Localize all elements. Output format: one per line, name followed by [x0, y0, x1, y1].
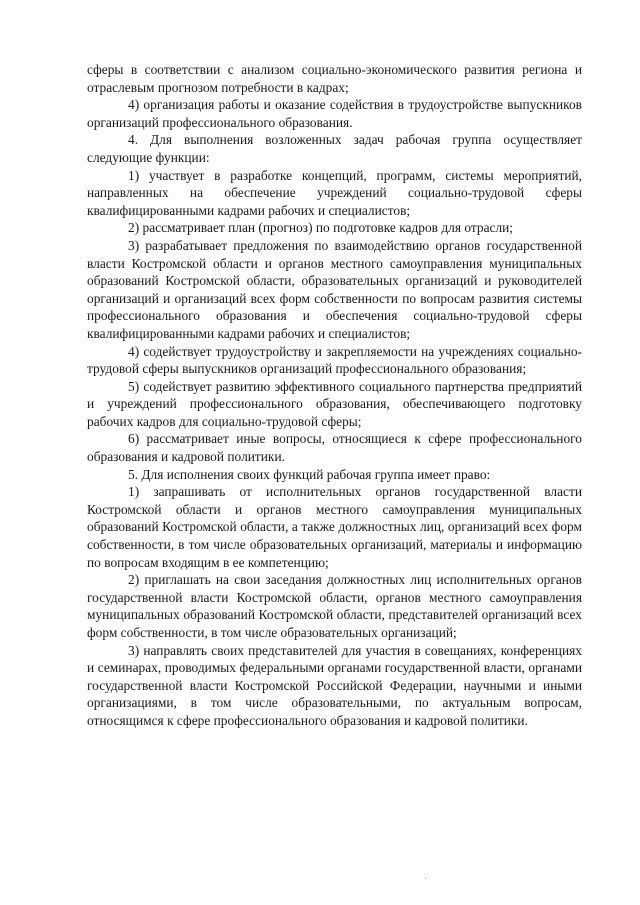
paragraph: 3) разрабатывает предложения по взаимодействию органов государственной власти Костромской области и органов местного самоуправления муниципальных образований Костромской области, образовательных организаций и руководителей организаций и организаций всех форм собственности по вопросам развития системы профессионального образования и обеспечения социально-трудовой сферы квалифицированными кадрами рабочих и специалистов;: [87, 237, 582, 341]
paragraph: 5) содействует развитию эффективного социального партнерства предприятий и учреждений профессионального образования, обеспечивающего подготовку рабочих кадров для социально-трудовой сферы;: [87, 378, 582, 429]
paragraph: 4) организация работы и оказание содействия в трудоустройстве выпускников организаций профессионального образования.: [87, 97, 582, 130]
document-body: [87, 61, 582, 730]
paragraph: 2) приглашать на свои заседания должностных лиц исполнительных органов государственной власти Костромской области, органов местного самоуправления муниципальных образований Костромской области, представителей организаций всех форм собственности, в том числе образовательных организаций;: [87, 572, 582, 640]
paragraph: 5. Для исполнения своих функций рабочая группа имеет право:: [128, 466, 491, 482]
paragraph: 1) запрашивать от исполнительных органов государственной власти Костромской области и органов местного самоуправления муниципальных образований Костромской области, а также должностных лиц, организаций всех форм собственности, в том числе образовательных организаций, материалы и информацию по вопросам входящим в ее компетенцию;: [87, 484, 582, 570]
paragraph: сферы в соответствии с анализом социально-экономического развития региона и отраслевым прогнозом потребности в кадрах;: [87, 62, 582, 95]
paragraph: 2) рассматривает план (прогноз) по подготовке кадров для отрасли;: [128, 220, 514, 236]
scan-speck: [425, 878, 426, 879]
paragraph: 4) содействует трудоустройству и закрепляемости на учреждениях социально-трудовой сферы выпускников организаций профессионального образования;: [87, 343, 582, 377]
paragraph: 3) направлять своих представителей для участия в совещаниях, конференциях и семинарах, проводимых федеральными органами государственной власти, органами государственной власти Костромской Российской Федерации, научными и иными организациями, в том числе образовательными, по актуальным вопросам, относящимся к сфере профессионального образования и кадровой политики.: [87, 642, 582, 728]
paragraph: 1) участвует в разработке концепций, программ, системы мероприятий, направленных на обеспечение учреждений социально-трудовой сферы квалифицированными кадрами рабочих и специалистов;: [87, 167, 582, 218]
paragraph: 4. Для выполнения возложенных задач рабочая группа осуществляет следующие функции:: [87, 132, 582, 165]
paragraph: 6) рассматривает иные вопросы, относящиеся к сфере профессионального образования и кадровой политики.: [87, 431, 582, 465]
